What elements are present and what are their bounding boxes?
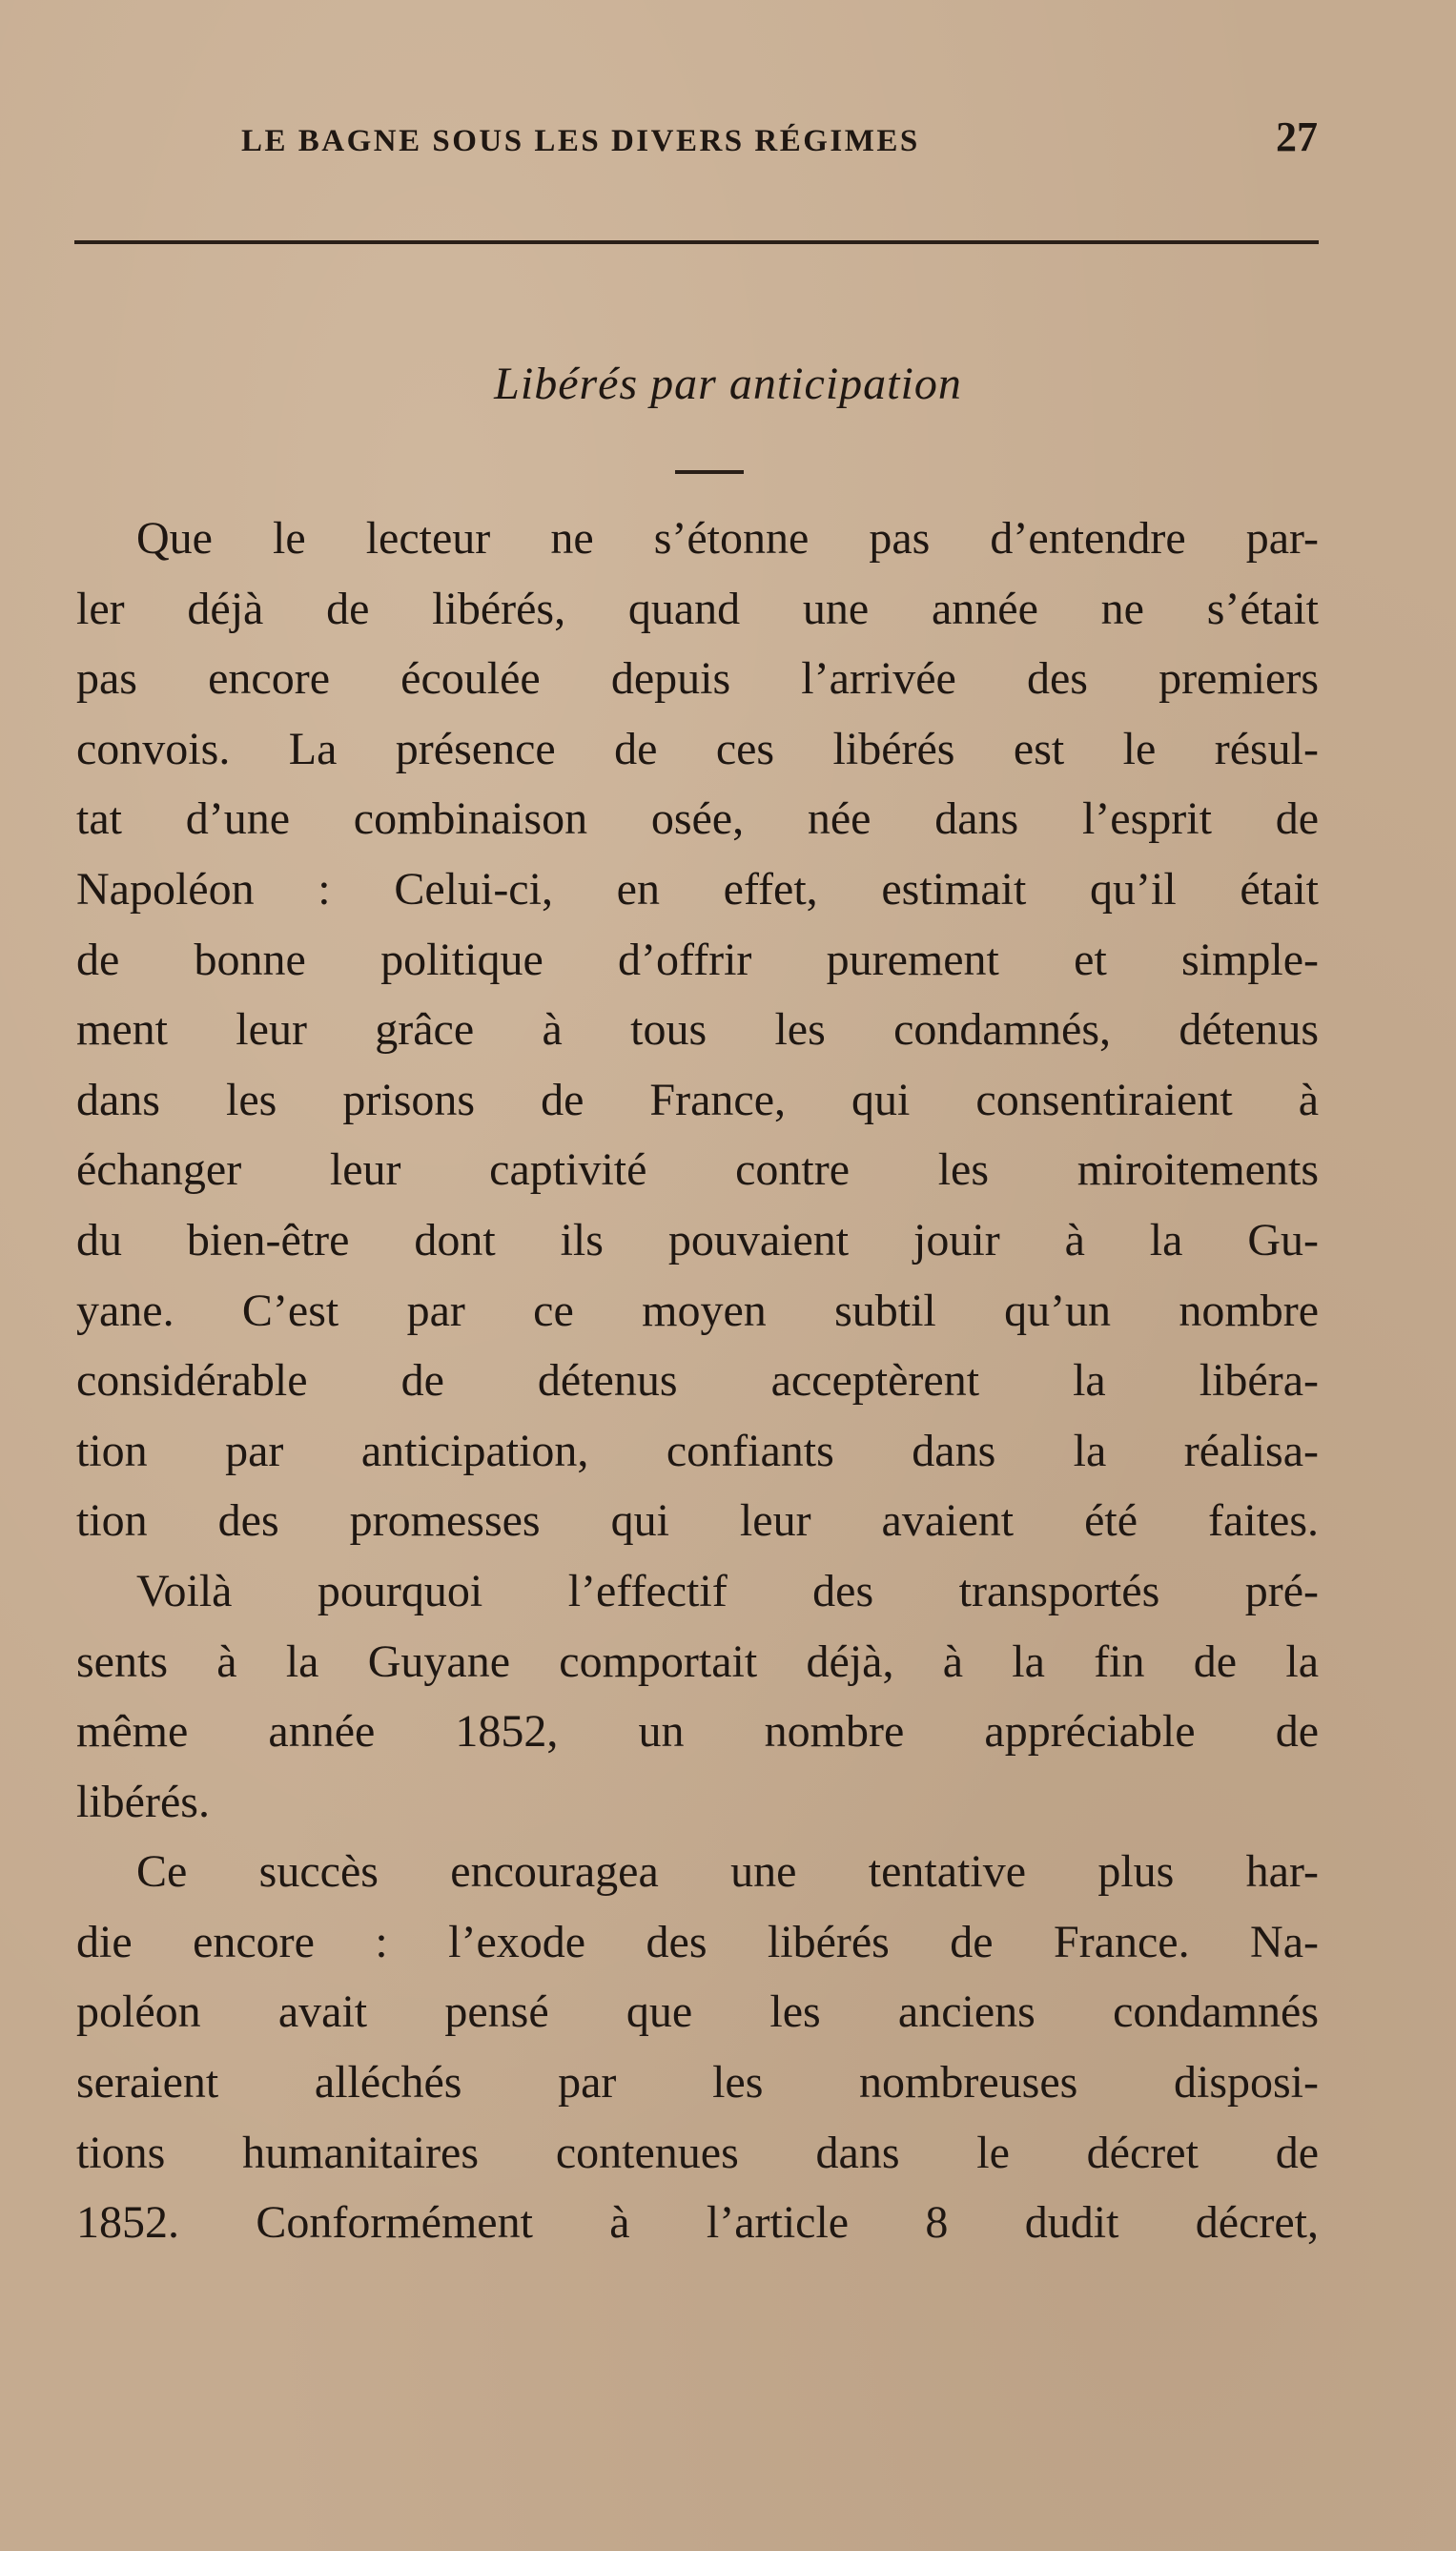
text-line: 1852. Conformément à l’article 8 dudit décret,	[76, 2197, 1319, 2249]
section-title: Libérés par anticipation	[494, 359, 962, 409]
text-line: même année 1852, un nombre appréciable de	[76, 1706, 1319, 1758]
text-line: yane. C’est par ce moyen subtil qu’un nombre	[76, 1285, 1319, 1336]
text-line: échanger leur captivité contre les miroitements	[76, 1144, 1319, 1196]
running-head	[74, 113, 1318, 170]
text-line: tion des promesses qui leur avaient été faites.	[76, 1495, 1319, 1547]
text-line: ler déjà de libérés, quand une année ne s’était	[76, 583, 1319, 634]
text-line: considérable de détenus acceptèrent la libéra-	[76, 1355, 1319, 1407]
text-line: seraient alléchés par les nombreuses disposi-	[76, 2057, 1319, 2109]
text-line: sents à la Guyane comportait déjà, à la fin de la	[76, 1636, 1319, 1687]
section-title-rule	[675, 470, 744, 474]
text-line: Ce succès encouragea une tentative plus har-	[136, 1846, 1319, 1898]
text-line: die encore : l’exode des libérés de France. Na-	[76, 1916, 1319, 1967]
text-line: tion par anticipation, confiants dans la réalisa-	[76, 1425, 1319, 1476]
text-line: poléon avait pensé que les anciens condamnés	[76, 1986, 1319, 2038]
text-line: du bien-être dont ils pouvaient jouir à la Gu-	[76, 1214, 1319, 1265]
text-line: Napoléon : Celui-ci, en effet, estimait qu’il était	[76, 863, 1319, 915]
running-title: LE BAGNE SOUS LES DIVERS RÉGIMES	[241, 124, 920, 158]
text-line: Que le lecteur ne s’étonne pas d’entendre par-	[136, 513, 1319, 564]
text-line: libérés.	[76, 1776, 210, 1827]
text-line: de bonne politique d’offrir purement et simple-	[76, 934, 1319, 985]
body-text	[76, 504, 1319, 2258]
text-line: tions humanitaires contenues dans le décret de	[76, 2127, 1319, 2178]
header-rule	[74, 240, 1319, 244]
text-line: ment leur grâce à tous les condamnés, détenus	[76, 1004, 1319, 1056]
text-line: tat d’une combinaison osée, née dans l’esprit de	[76, 793, 1319, 845]
page-number: 27	[1276, 113, 1318, 160]
text-line: Voilà pourquoi l’effectif des transportés pré-	[136, 1565, 1319, 1616]
text-line: dans les prisons de France, qui consentiraient à	[76, 1074, 1319, 1125]
text-line: convois. La présence de ces libérés est le résul-	[76, 723, 1319, 774]
text-line: pas encore écoulée depuis l’arrivée des premiers	[76, 653, 1319, 705]
